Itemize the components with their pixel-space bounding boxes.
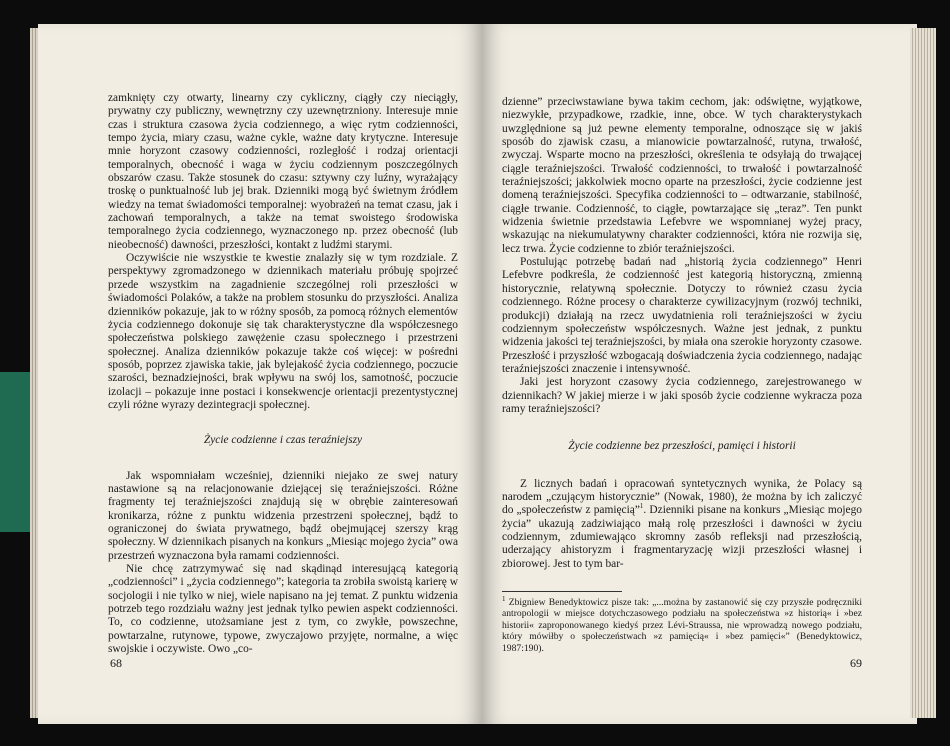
right-page <box>482 24 917 724</box>
left-page <box>38 24 482 724</box>
right-paragraph-4-main: Z licznych badań i opracowań syntetycznych wynika, że Polacy są narodem „czującym historycznie” (Nowak, 1980), że można by ich zaliczyć do „społeczeństw z pamięcią” <box>502 477 862 517</box>
footnote <box>502 594 862 654</box>
right-paragraph-1: dzienne” przeciwstawiane bywa takim cechom, jak: odświętne, wyjątkowe, niezwykłe, przypadkowe, rzadkie, inne, obce. W tych charakterystykach uwzględnione są już pewne elementy temporalne, odnoszące się w jakiś sposób do zjawisk czasu, a mianowicie powtarzalność, rutyna, trwałość, zwyczaj. Wsparte mocno na przeszłości, określenia te odsyłają do trwającej ciągle teraźniejszości. Trwałość codzienności, to trwałość i powtarzalność teraźniejszości; jakkolwiek mocno oparte na przeszłości, życie codzienne jest domeną teraźniejszości. Specyfika codzienności to – odtwarzanie, stabilność, ciągłe trwanie. Codzienność, to ciągłe, powtarzające się „teraz”. Ten punkt widzenia świetnie przedstawia Lefebvre we wspomnianej wyżej pracy, wskazując na niekumulatywny charakter codzienności, która nie rozwija się, lecz trwa. Życie codzienne to zbiór teraźniejszości. <box>502 96 862 255</box>
left-paragraph-2: Oczywiście nie wszystkie te kwestie znalazły się w tym rozdziale. Z perspektywy zgromadzonego w dziennikach materiału próbuję spojrzeć przede wszystkim na zagadnienie szczególnej roli przeszłości w świadomości Polaków, a także na problem stosunku do przyszłości. Analiza dzienników pokazuje, jak to w różny sposób, za pomocą różnych elementów życia codziennego dokonuje się tak charakterystyczne dla współczesnego społeczeństwa polskiego zawężenie czasu społecznego i przestrzeni społecznej. Analiza dzienników pokazuje także coś więcej: w pośredni sposób, poprzez zjawiska takie, jak bylejakość życia codziennego, poczucie szarości, beznadziejności, brak wpływu na swój los, samotność, poczucie izolacji – pokazuje inne postaci i konsekwencje orientacji prezentystycznej czyli różne wyrazy dezintegracji społecznej. <box>108 252 458 411</box>
left-page-text <box>108 92 458 656</box>
right-paragraph-2: Postulując potrzebę badań nad „historią życia codziennego” Henri Lefebvre podkreśla, że codzienność jest kategorią historyczną, zmienną historycznie, relatywną społecznie. Dotyczy to również czasu życia codziennego. Różne procesy o charakterze cywilizacyjnym (rozwój techniki, produkcji) działają na rzecz uwydatnienia roli teraźniejszości w życiu codziennym społeczeństw współczesnych. Ważne jest jednak, z punktu widzenia jakości tej teraźniejszości, by miała ona szerokie horyzonty czasowe. Przeszłość i przyszłość wzbogacają doświadczenia życia codziennego, nadając teraźniejszości znaczenie i intensywność. <box>502 256 862 375</box>
footnote-text: Zbigniew Benedyktowicz pisze tak: „...można by zastanowić się czy przyszłe podręczniki antropologii w miejsce dotychczasowego podziału na społeczeństwa »z historią« i »bez historii« zaproponowanego kiedyś przez Lévi-Straussa, nie wprowadzą nowego podziału, który mówiłby o społeczeństwach »z pamięcią« i »bez pamięci«” (Benedyktowicz, 1987:190). <box>502 597 862 654</box>
right-paragraph-4 <box>502 478 862 571</box>
left-paragraph-3: Jak wspomniałam wcześniej, dzienniki niejako ze swej natury nastawione są na relacjonowanie dziejącej się teraźniejszości. Różne fragmenty tej teraźniejszości znajdują się w obrębie zainteresowań kronikarza, różne z punktu widzenia przestrzeni społecznej, bądź to ograniczonej do świata prywatnego, bądź obejmującej szerszy krąg społeczny. W dziennikach pisanych na konkurs „Miesiąc mojego życia” owa przestrzeń wyznaczona była ramami codzienności. <box>108 469 458 562</box>
section-heading-left: Życie codzienne i czas teraźniejszy <box>203 434 363 447</box>
right-paragraph-4-tail: . Dzienniki pisane na konkurs „Miesiąc mojego życia” ukazują zadziwiająco małą rolę przeszłości i dawności w życiu codziennym, zdumiewająco skromny zasób refleksji nad przeszłością, uderzający ahistoryzm i fragmentaryzację wizji przeszłości własnej i zbiorowej. Jest to tym bar- <box>502 504 862 570</box>
footnote-mark: 1 <box>502 594 506 603</box>
background-green-strip <box>0 372 30 532</box>
footnote-divider <box>502 591 622 592</box>
open-book <box>30 14 942 736</box>
right-page-text <box>502 96 862 571</box>
right-page-edges <box>910 28 936 718</box>
footnote-reference: 1 <box>639 502 644 511</box>
right-paragraph-3: Jaki jest horyzont czasowy życia codziennego, zarejestrowanego w dziennikach? W jakiej mierze i w jaki sposób życie codzienne wykracza poza ramy teraźniejszości? <box>502 376 862 415</box>
page-number-left: 68 <box>110 656 122 670</box>
left-paragraph-1: zamknięty czy otwarty, linearny czy cykliczny, ciągły czy nieciągły, prywatny czy publiczny, wewnętrzny czy uzewnętrzniony. Interesuje mnie czas i struktura czasowa życia codziennego, a więc rytm codzienności, tempo życia, miary czasu, ważne cykle, ważne daty krytyczne. Interesuje mnie horyzont czasowy codzienności, rozległość i rodzaj orientacji temporalnych, obecność i waga w życiu codziennym poszczególnych obszarów czasu. Także stosunek do czasu: sztywny czy luźny, wyrażający troskę o punktualność lub jej brak. Dzienniki mogą być świetnym źródłem wiedzy na temat świadomości temporalnej: wyobrażeń na temat czasu, jak i zachowań temporalnych, a także na temat swoistego środowiska temporalnego życia codziennego, wyznaczonego np. przez obecność (lub nieobecność) dawności, przeszłości, kontakt z ludźmi starymi. <box>108 92 458 251</box>
section-heading-right: Życie codzienne bez przeszłości, pamięci i historii <box>568 440 796 453</box>
left-paragraph-4: Nie chcę zatrzymywać się nad skądinąd interesującą kategorią „codzienności” i „życia codziennego”; kategoria ta zrobiła swoistą karierę w socjologii i nie tylko w niej, wiele napisano na jej temat. Z punktu widzenia potrzeb tego rozdziału ważny jest jednak tylko pewien aspekt codzienności. To, co codzienne, utożsamiane jest z tym, co zwykłe, powszechne, powtarzalne, rutynowe, typowe, zwyczajowo przyjęte, normalne, a więc swojskie i oczywiste. Owo „co- <box>108 563 458 656</box>
page-number-right: 69 <box>850 656 862 670</box>
